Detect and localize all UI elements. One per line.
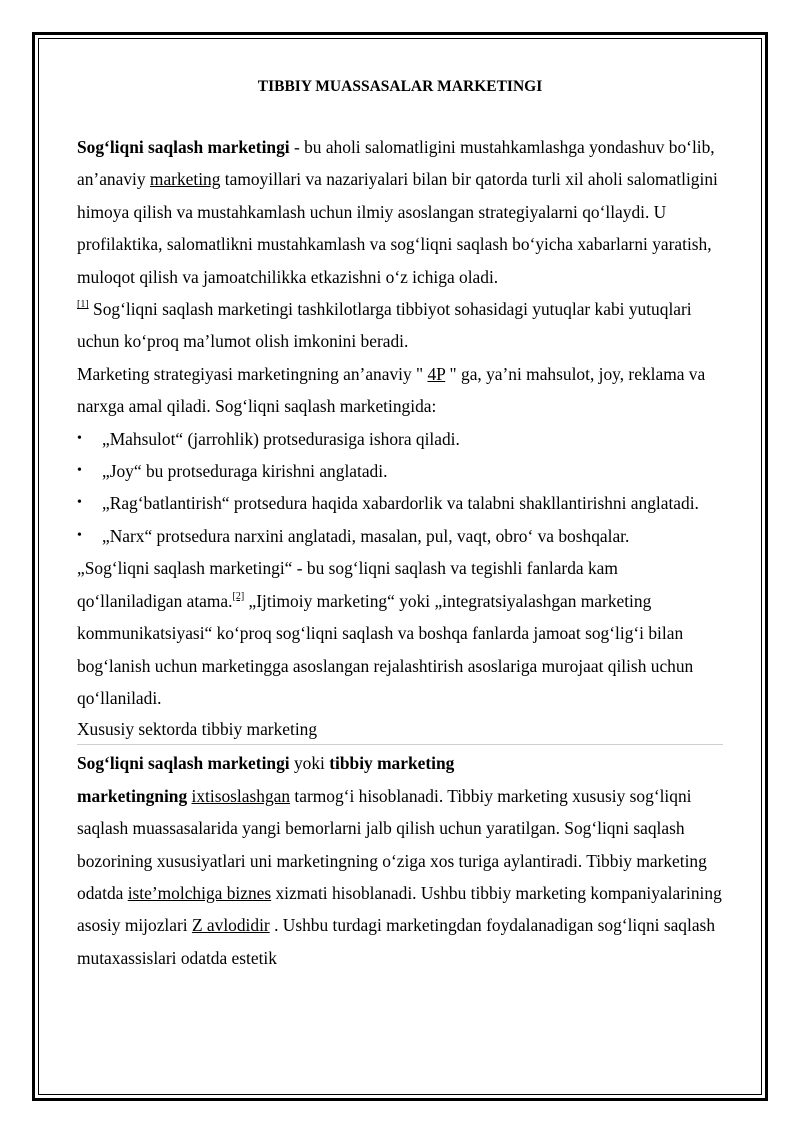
paragraph-intro: Sog‘liqni saqlash marketingi - bu aholi salomatligini mustahkamlashga yondashuv bo‘lib, an’anaviy marketing tamoyillari va nazariyalari bilan bir qatorda turli xil aholi salomatligini himoya qilish va mustahkamlash uchun ilmiy asoslangan strategiyalarni qo‘llaydi. U profilaktika, salomatlikni mustahkamlash va sog‘liqni saqlash bo‘yicha xabarlarni yaratish, muloqot qilish va jamoatchilikka etkazishni o‘z ichiga oladi. [1] Sog‘liqni saqlash marketingi tashkilotlarga tibbiyot sohasidagi yutuqlar kabi yutuqlari uchun ko‘proq ma’lumot olish imkonini beradi. [77,137,718,352]
section-heading: Xususiy sektorda tibbiy marketing [77,714,723,745]
paragraph-4p: Marketing strategiyasi marketingning an’anaviy " 4P " ga, ya’ni mahsulot, joy, reklama va narxga amal qiladi. Sog‘liqni saqlash marketingida: [77,363,706,417]
link-b2c[interactable]: iste’molchiga biznes [127,882,272,903]
document-body [77,71,723,974]
list-item: • „Joy“ bu protseduraga kirishni anglatadi. [77,455,723,487]
paragraph-social-marketing: „Sog‘liqni saqlash marketingi“ - bu sog‘liqni saqlash va tegishli fanlarda kam qo‘llaniladigan atama.[2] „Ijtimoiy marketing“ yoki „integratsiyalashgan marketing kommunikatsiyasi“ ko‘proq sog‘liqni saqlash va boshqa fanlarda jamoat sog‘lig‘i bilan bog‘lanish uchun marketingga asoslangan rejalashtirish asoslariga murojaat qilish uchun qo‘llaniladi. [77,558,694,708]
bullet-list [77,423,723,553]
link-gen-z[interactable]: Z avlodidir [191,915,270,936]
document-title: TIBBIY MUASSASALAR MARKETINGI [257,78,543,95]
footnote-ref-1[interactable]: [1] [77,299,89,311]
bullet-icon: • [77,495,82,511]
term-bold: Sog‘liqni saqlash marketingi [77,137,290,157]
bullet-icon: • [77,527,82,543]
bullet-icon: • [77,463,82,479]
list-item: • „Narx“ protsedura narxini anglatadi, masalan, pul, vaqt, obro‘ va boshqalar. [77,520,723,552]
list-item: • „Rag‘batlantirish“ protsedura haqida xabardorlik va talabni shakllantirishni anglatadi. [77,487,723,519]
footnote-ref-2[interactable]: [2] [232,590,245,602]
bullet-icon: • [77,430,82,446]
link-ixtisoslashgan[interactable]: ixtisoslashgan [191,785,291,806]
term-bold: marketingning [77,785,188,806]
link-marketing[interactable]: marketing [149,169,221,190]
paragraph-private-sector: Sog‘liqni saqlash marketingi yoki tibbiy marketing marketingning ixtisoslashgan tarmog‘i hisoblanadi. Tibbiy marketing xususiy sog‘liqni saqlash muassasalarida yangi bemorlarni jalb qilish uchun yaratilgan. Sog‘liqni saqlash bozorining xususiyatlari uni marketingning o‘ziga xos turiga aylantiradi. Tibbiy marketing odatda iste’molchiga biznes xizmati hisoblanadi. Ushbu tibbiy marketing kompaniyalarining asosiy mijozlari Z avlodidir . Ushbu turdagi marketingdan foydalanadigan sog‘liqni saqlash mutaxassislari odatda estetik [77,753,722,968]
link-4p[interactable]: 4P [427,363,446,384]
term-bold: Sog‘liqni saqlash marketingi [77,753,290,774]
list-item: • „Mahsulot“ (jarrohlik) protsedurasiga ishora qiladi. [77,423,723,455]
term-bold: tibbiy marketing [329,753,455,774]
